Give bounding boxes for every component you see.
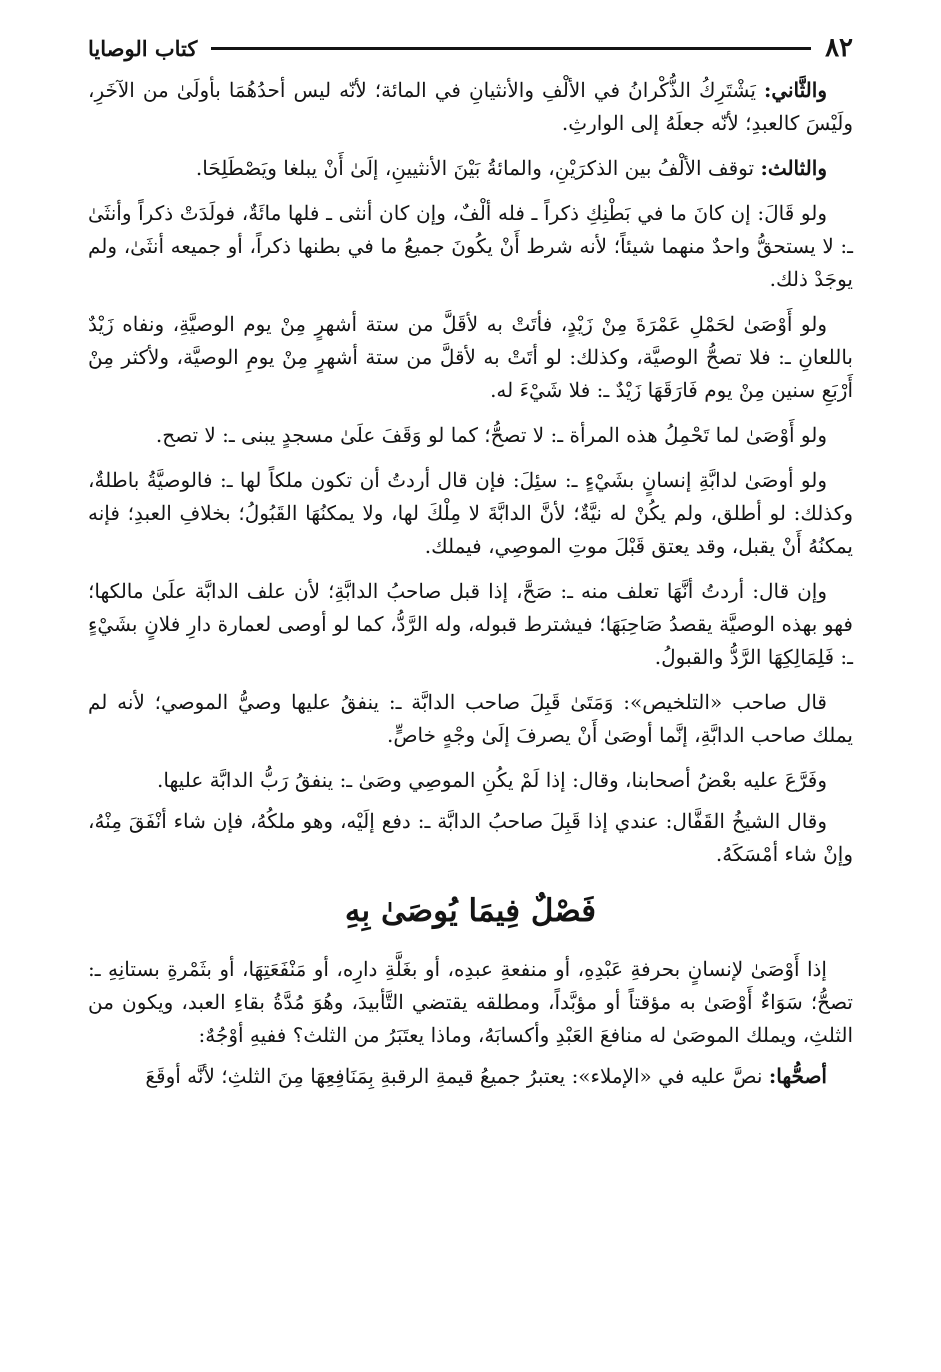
- paragraph-text: ولو أوصَىٰ لدابَّةِ إنسانٍ بشَيْءٍ ـ: سئِلَ: فإن قال أردتُ أن تكون ملكاً لها ـ: فالوصيَّةُ باطلةٌ، وكذلك: لو أطلق، ولم يكُنْ له نيَّةٌ؛ لأنَّ الدابَّةَ لا مِلْكَ لها، ولا يمكنُهَا القَبُولُ؛ بخلافِ العبدِ؛ فإنه يمكنُهُ أَنْ يقبل، وقد يعتق قَبْلَ موتِ الموصِي، فيملك.: [88, 468, 853, 558]
- body-text: [88, 74, 853, 871]
- paragraph-lead: والثَّاني:: [763, 78, 827, 102]
- paragraph-text: ولو أَوْصَىٰ لما تَحْمِلُ هذه المرأة ـ: لا تصحُّ؛ كما لو وَقَفَ علَىٰ مسجدٍ يبنى ـ: لا تصح.: [155, 423, 827, 447]
- paragraph: [88, 1060, 853, 1093]
- paragraph: [88, 686, 853, 752]
- paragraph-text: ولو أَوْصَىٰ لحَمْلِ عَمْرَةَ مِنْ زَيْدٍ، فأتَتْ به لأقَلَّ من ستة أشهرٍ مِنْ يوم الوصيَّةِ، ونفاه زَيْدٌ باللعانِ ـ: فلا تصحُّ الوصيَّة، وكذلك: لو أتَتْ به لأقلَّ من ستة أشهرٍ مِنْ يومِ الوصيَّة، ولأكثر مِنْ أَرْبَعِ سنين مِنْ يوم فَارَقَهَا زَيْدٌ ـ: فلا شَيْءَ له.: [88, 312, 854, 402]
- paragraph-text: ولو قَالَ: إن كانَ ما في بَطْنِكِ ذكراً ـ فله ألْفٌ، وإن كان أنثى ـ فلها مائَةٌ، فولَدَتْ ذكراً وأنثَىٰ ـ: لا يستحقُّ واحدٌ منهما شيئاً؛ لأنه شرط أَنْ يكُونَ جميعُ ما في بطنها ذكراً، أو جميعه أنثَىٰ، ولم يوجَدْ ذلك.: [88, 201, 853, 291]
- section-body: [88, 953, 853, 1093]
- paragraph: [88, 805, 853, 871]
- section-heading: فَصْلٌ فِيمَا يُوصَىٰ بِهِ: [344, 893, 597, 929]
- paragraph: [88, 419, 853, 452]
- running-header: [88, 28, 853, 68]
- paragraph-text: وإن قال: أردتُ أنَّهَا تعلف منه ـ: صَحَّ، إذا قبل صاحبُ الدابَّةِ؛ لأن علف الدابَّة علَىٰ مالكها؛ فهو بهذه الوصيَّة يقصدُ صَاحِبَهَا؛ فيشترط قبوله، وله الرَّدُّ، كما لو أوصى لعمارة دارِ فلانٍ بشَيْءٍ ـ: فَلِمَالِكِهَا الرَّدُّ والقبولُ.: [88, 579, 853, 669]
- paragraph: [88, 74, 853, 140]
- paragraph-text: يَشْتَرِكُ الذُّكْرانُ في الألْفِ والأنثيانِ في المائة؛ لأنّه ليس أحدُهُمَا بأولَىٰ من الآخَرِ، ولَيْسَ كالعبدِ؛ لأنّه جعلَهُ إلى الوارثِ.: [88, 78, 853, 135]
- paragraph: [88, 575, 853, 674]
- paragraph-lead: أصحُّها:: [768, 1064, 827, 1088]
- paragraph: [88, 953, 853, 1052]
- paragraph-text: وفَرَّعَ عليه بعْضُ أصحابنا، وقال: إذا لَمْ يكُنِ الموصِي وصَىٰ ـ: ينفقُ رَبُّ الدابَّة عليها.: [157, 768, 827, 792]
- paragraph-text: وقال الشيخُ القَفَّال: عندي إذا قَبِلَ صاحبُ الدابَّة ـ: دفع إلَيْه، وهو ملكُهُ، فإن شاء أنْفَقَ مِنْهُ، وإنْ شاء أمْسَكَهُ.: [88, 809, 853, 866]
- page-number: ٨٢: [825, 33, 853, 63]
- header-rule: [211, 47, 811, 50]
- paragraph-lead: والثالث:: [760, 156, 827, 180]
- paragraph: [88, 464, 853, 563]
- paragraph-text: توقف الألْفُ بين الذكرَيْنِ، والمائةُ بَيْنَ الأنثيينِ، إلَىٰ أَنْ يبلغا ويَصْطَلِحَا.: [195, 156, 761, 180]
- paragraph-text: نصَّ عليه في «الإملاء»: يعتبرُ جميعُ قيمةِ الرقبةِ بِمَنَافِعِهَا مِنَ الثلثِ؛ لأنَّه أوقَعَ: [145, 1064, 769, 1088]
- paragraph: [88, 152, 853, 185]
- paragraph-text: قال صاحب «التلخيص»: وَمَتَىٰ قَبِلَ صاحب الدابَّة ـ: ينفقُ عليها وصيُّ الموصي؛ لأنه لم يملك صاحب الدابَّةِ، إنَّما أوصَىٰ أَنْ يصرفَ إلَىٰ وجْهٍ خاصٍّ.: [88, 690, 853, 747]
- paragraph-text: إذا أَوْصَىٰ لإنسانٍ بحرفةِ عَبْدِهِ، أو منفعةِ عبدِه، أو بغَلَّةِ دارِه، أو مَنْفَعَتِهَا، أو بثَمْرةِ بستانِهِ ـ: تصحُّ؛ سَوَاءٌ أَوْصَىٰ به مؤقتاً أو مؤبَّداً، ومطلقه يقتضي التَّأبيدَ، وهُوَ مُدَّةُ بقاءِ العبد، ويكون من الثلثِ، ويملك الموصَىٰ له منافعَ العَبْدِ وأكسابَهُ، وماذا يعتَبَرُ من الثلث؟ ففيهِ أوْجُهٌ:: [88, 957, 853, 1047]
- paragraph: [88, 197, 853, 296]
- paragraph: [88, 764, 853, 797]
- paragraph: [88, 308, 853, 407]
- book-page: [88, 28, 853, 1105]
- book-title: كتاب الوصايا: [88, 35, 198, 61]
